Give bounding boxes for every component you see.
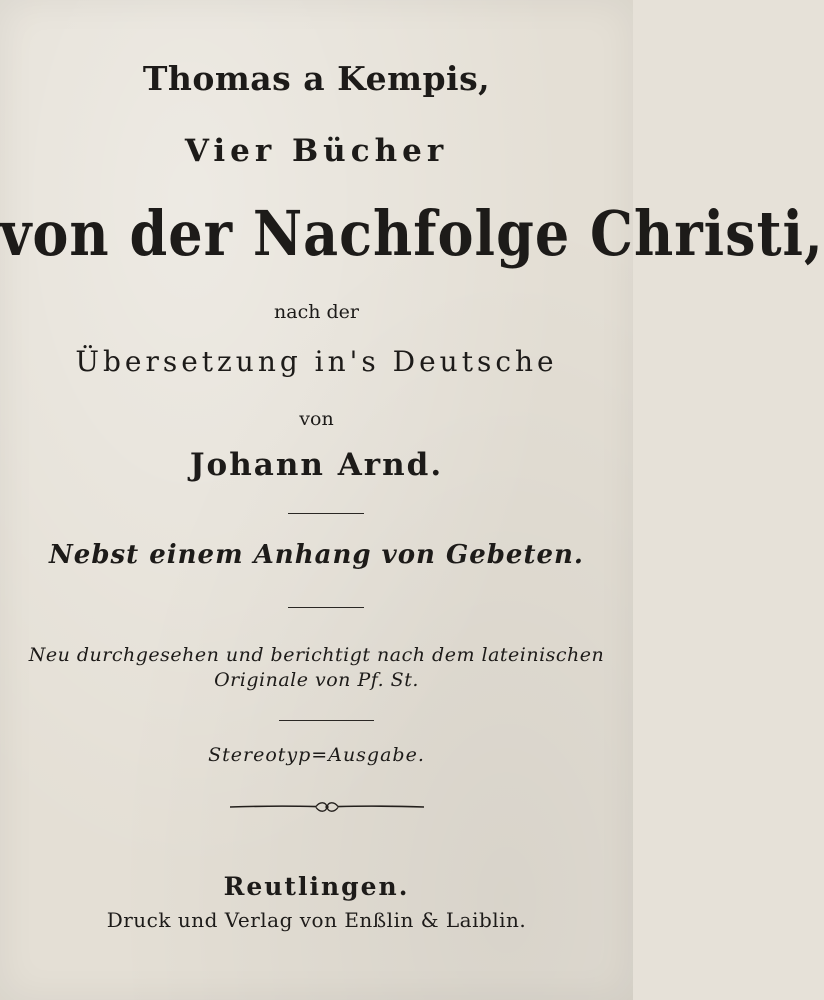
books-heading: Vier Bücher — [184, 133, 449, 169]
revision-note-line-1: Neu durchgesehen und berichtigt nach dem lateinischen — [28, 644, 605, 666]
book-title: von der Nachfolge Christi, — [0, 196, 824, 270]
translation-line: Übersetzung in's Deutsche — [75, 345, 558, 378]
printer-line: Druck und Verlag von Enßlin & Laiblin. — [106, 908, 527, 932]
author-name: Thomas a Kempis, — [142, 59, 491, 98]
appendix-line: Nebst einem Anhang von Gebeten. — [49, 540, 584, 570]
divider-rule-1 — [288, 513, 364, 514]
divider-rule-2 — [288, 607, 364, 608]
nach-der-text: nach der — [274, 301, 359, 323]
ornament-rule — [228, 798, 426, 816]
edition-line: Stereotyp=Ausgabe. — [208, 744, 425, 766]
publication-city: Reutlingen. — [223, 872, 410, 901]
revision-note-line-2: Originale von Pf. St. — [214, 669, 419, 691]
divider-rule-3 — [279, 720, 374, 721]
translator-name: Johann Arnd. — [189, 447, 444, 483]
von-text: von — [299, 408, 334, 430]
